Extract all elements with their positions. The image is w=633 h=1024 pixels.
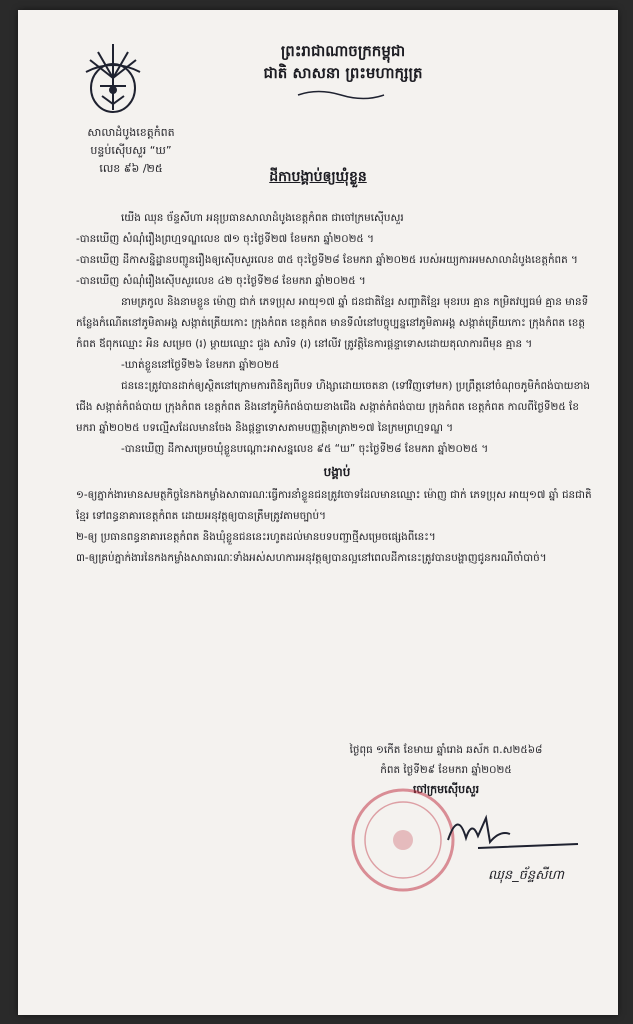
document-title: ដីកាបង្គាប់ឲ្យឃុំខ្លួន xyxy=(269,169,367,185)
document-body xyxy=(76,208,598,569)
seen-paragraph-1: -បានឃើញ សំណុំរឿងព្រហ្មទណ្ឌលេខ ៧១ ចុះថ្ងៃទី២៧ ខែមករា ឆ្នាំ២០២៥ ។ xyxy=(76,233,374,245)
reference-number: លេខ ៩៦ /២៥ xyxy=(99,162,163,175)
seen-paragraph-4: -បានឃើញ ដីកាសម្រេចឃុំខ្លួនបណ្តោះអាសន្នលេខ ៩៥ “ឃ” ចុះថ្ងៃទី២៨ ខែមករា ឆ្នាំ២០២៥ ។ xyxy=(121,443,489,455)
order-heading: បង្គាប់ xyxy=(323,465,351,479)
document-page xyxy=(18,10,618,1015)
order-item-3: ៣-ឲ្យគ្រប់ភ្នាក់ងារនៃកងកម្លាំងសាធារណៈទាំងអស់សហការអនុវត្តឲ្យបានល្អនៅពេលដីកានេះត្រូវបានបង្ហាញជូនករណីចាំបាច់។ xyxy=(76,552,547,564)
court-header xyxy=(36,124,226,178)
person-details: នាមត្រកូល និងនាមខ្លួន ម៉ោញ ជាក់ ភេទប្រុស អាយុ១៧ ឆ្នាំ ជនជាតិខ្មែរ សញ្ជាតិខ្មែរ មុខរបរ គ្មាន កម្រិតវប្បធម៌ គ្មាន មានទីកន្លែងកំណើតនៅភូមិតាអង្គ សង្កាត់ត្រើយកោះ ក្រុងកំពត ខេត្តកំពត មានទីលំនៅបច្ចុប្បន្ននៅភូមិតាអង្គ សង្កាត់ត្រើយកោះ ក្រុងកំពត ខេត្តកំពត ឪពុកឈ្មោះ អិន សម្រេច (រ) ម្តាយឈ្មោះ ជួង សារិទ (រ) នៅលីវ ត្រូវត្តិនៃការផ្តន្ទាទោសដោយតុលាការពីមុន គ្មាន ។ xyxy=(76,296,589,350)
charge-paragraph: ជននេះត្រូវបានដាក់ឲ្យស្ថិតនៅក្រោមការពិនិត្យពីបទ ហិង្សាដោយចេតនា (ទៅវិញទៅមក) ប្រព្រឹត្តនៅចំណុចភូមិកំពង់បាយខាងជើង សង្កាត់កំពង់បាយ ក្រុងកំពត ខេត្តកំពត និងនៅភូមិកំពង់បាយខាងជើង សង្កាត់កំពង់បាយ ក្រុងកំពត ខេត្តកំពត កាលពីថ្ងៃទី២៥ ខែមករា ឆ្នាំ២០២៥ បទល្មើសដែលមានចែង និងផ្តន្ទាទោសតាមបញ្ញត្តិមាត្រា២១៧ នៃក្រមព្រហ្មទណ្ឌ ។ xyxy=(76,380,591,434)
kingdom-motto: ជាតិ សាសនា ព្រះមហាក្សត្រ xyxy=(263,64,423,82)
solar-date: កំពត ថ្ងៃទី២៩ ខែមករា ឆ្នាំ២០២៥ xyxy=(380,764,512,776)
office-name: បន្ទប់ស៊ើបសួរ “ឃ” xyxy=(90,144,172,157)
seen-paragraph-3: -បានឃើញ សំណុំរឿងស៊ើបសួរលេខ ៤២ ចុះថ្ងៃទី២៨ ខែមករា ឆ្នាំ២០២៥ ។ xyxy=(76,275,366,287)
signer-name: ឈុន_ច័ន្ទសីហា xyxy=(488,868,565,883)
kingdom-header xyxy=(193,40,493,84)
kingdom-name: ព្រះរាជាណាចក្រកម្ពុជា xyxy=(280,42,406,60)
lunar-date: ថ្ងៃពុធ ១កើត ខែមាឃ ឆ្នាំរោង ឆស័ក ព.ស២៥៦៨ xyxy=(349,744,543,756)
ornament-divider-icon xyxy=(296,90,386,100)
intro-paragraph: យើង ឈុន ច័ន្ទសីហា អនុប្រធានសាលាដំបូងខេត្តកំពត ជាចៅក្រមស៊ើបសួរ xyxy=(121,212,404,224)
signer-title: ចៅក្រមស៊ើបសួរ xyxy=(412,783,480,796)
court-emblem-icon xyxy=(78,38,148,118)
arrest-date: -ឃាត់ខ្លួននៅថ្ងៃទី២៦ ខែមករា ឆ្នាំ២០២៥ xyxy=(121,359,280,371)
order-item-2: ២-ឲ្យ ប្រធានពន្ធនាគារខេត្តកំពត និងឃុំខ្លួនជននេះរហូតដល់មានបទបញ្ជាថ្មីសម្រេចផ្សេងពីនេះ។ xyxy=(76,531,436,543)
signature-icon xyxy=(438,800,588,860)
court-name: សាលាដំបូងខេត្តកំពត xyxy=(87,126,175,139)
order-item-1: ១-ឲ្យភ្នាក់ងារមានសមត្ថកិច្ចនៃកងកម្លាំងសាធារណៈធ្វើការនាំខ្លួនជនត្រូវចោទដែលមានឈ្មោះ ម៉ោញ ជាក់ ភេទប្រុស អាយុ១៧ ឆ្នាំ ជនជាតិខ្មែរ ទៅពន្ធនាគារខេត្តកំពត ដោយអនុវត្តឲ្យបានត្រឹមត្រូវតាមច្បាប់។ xyxy=(76,489,592,522)
seen-paragraph-2: -បានឃើញ ដីកាសន្និដ្ឋានបញ្ជូនរឿងឲ្យស៊ើបសួរលេខ ៣៥ ចុះថ្ងៃទី២៨ ខែមករា ឆ្នាំ២០២៥ របស់អយ្យការអមសាលាដំបូងខេត្តកំពត ។ xyxy=(76,254,578,266)
